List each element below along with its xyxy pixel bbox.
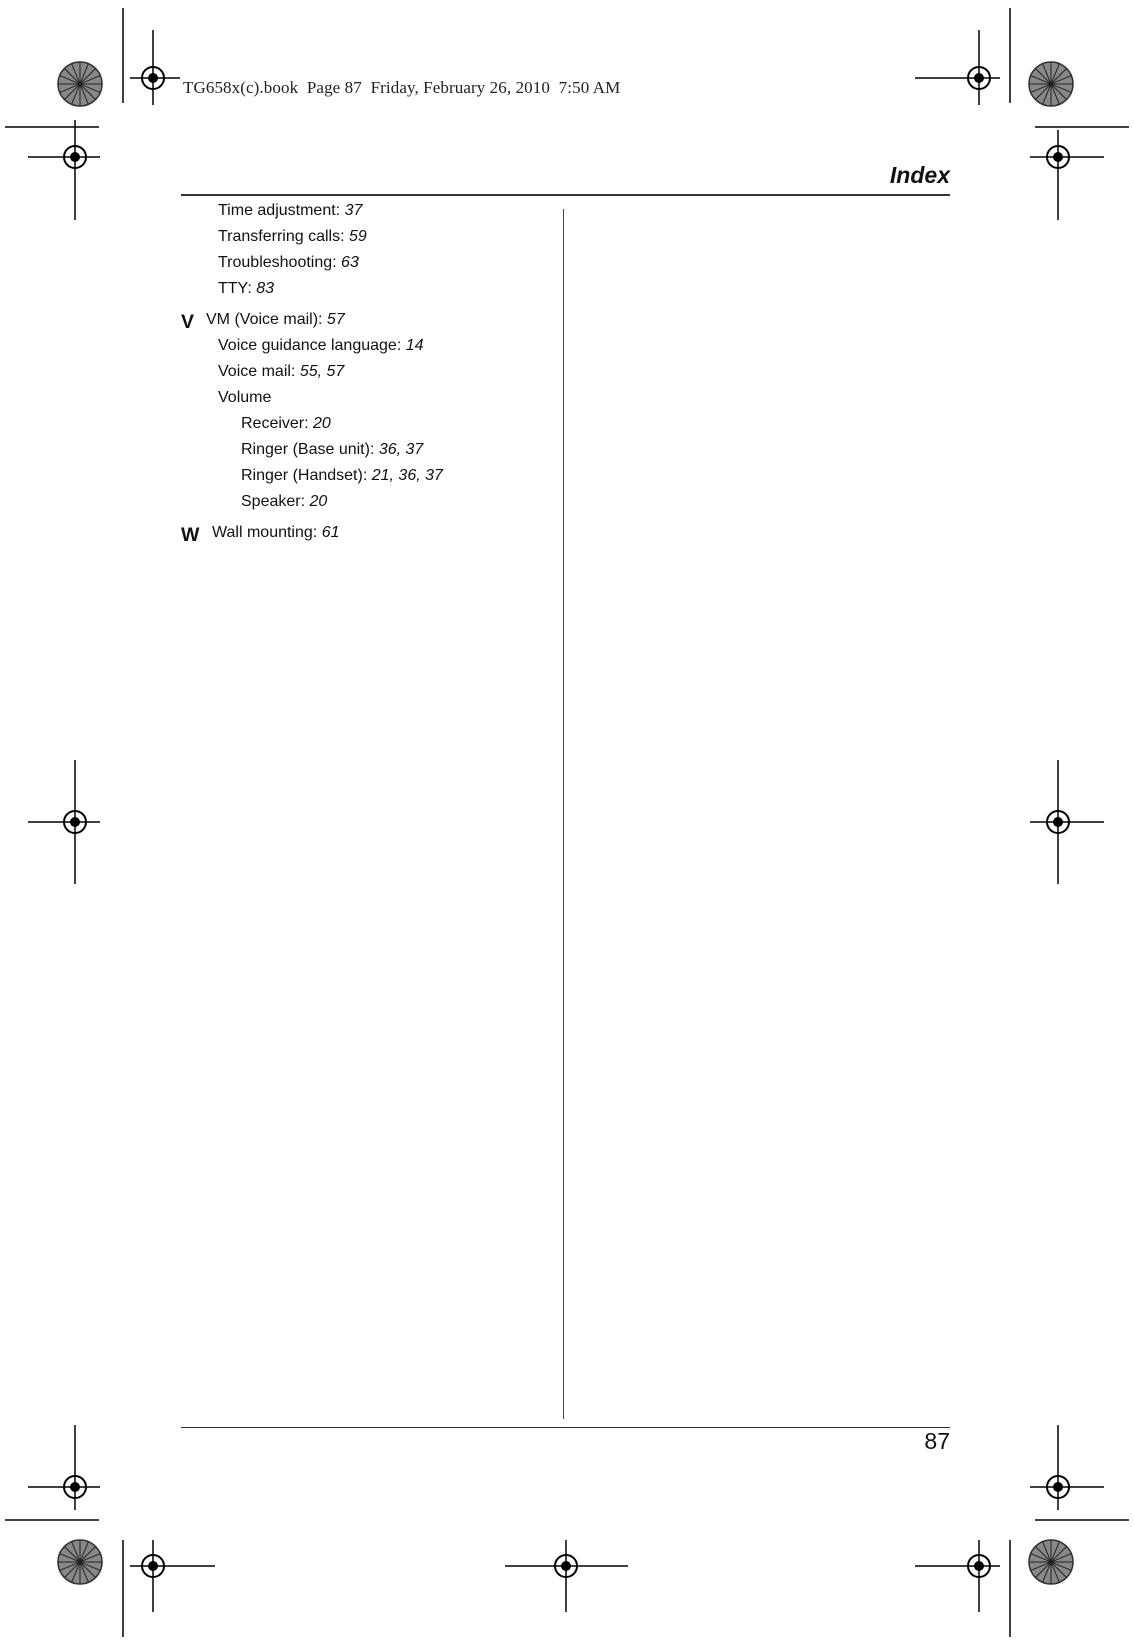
footer-rule [181,1427,950,1428]
index-subentry: Ringer (Base unit): 36, 37 [241,441,424,458]
page-number: 87 [924,1428,950,1454]
index-letter-w: W [181,524,200,546]
header-rule [181,194,950,196]
index-entry: Voice mail: 55, 57 [218,363,345,380]
index-entry: Voice guidance language: 14 [218,337,424,354]
index-entry: Troubleshooting: 63 [218,254,359,271]
index-entry: Time adjustment: 37 [218,202,363,219]
index-subentry: Ringer (Handset): 21, 36, 37 [241,467,443,484]
print-info-line: TG658x(c).book Page 87 Friday, February 26, 2010 7:50 AM [183,78,621,97]
index-subentry: Receiver: 20 [241,415,331,432]
index-entry: VM (Voice mail): 57 [206,311,345,328]
index-entry: TTY: 83 [218,280,275,297]
column-divider [563,209,564,1419]
index-subentry: Speaker: 20 [241,493,328,510]
index-entry: Wall mounting: 61 [212,524,340,541]
index-entry: Transferring calls: 59 [218,228,367,245]
section-title: Index [889,162,950,188]
index-entry: Volume [218,389,272,406]
index-letter-v: V [181,311,195,333]
